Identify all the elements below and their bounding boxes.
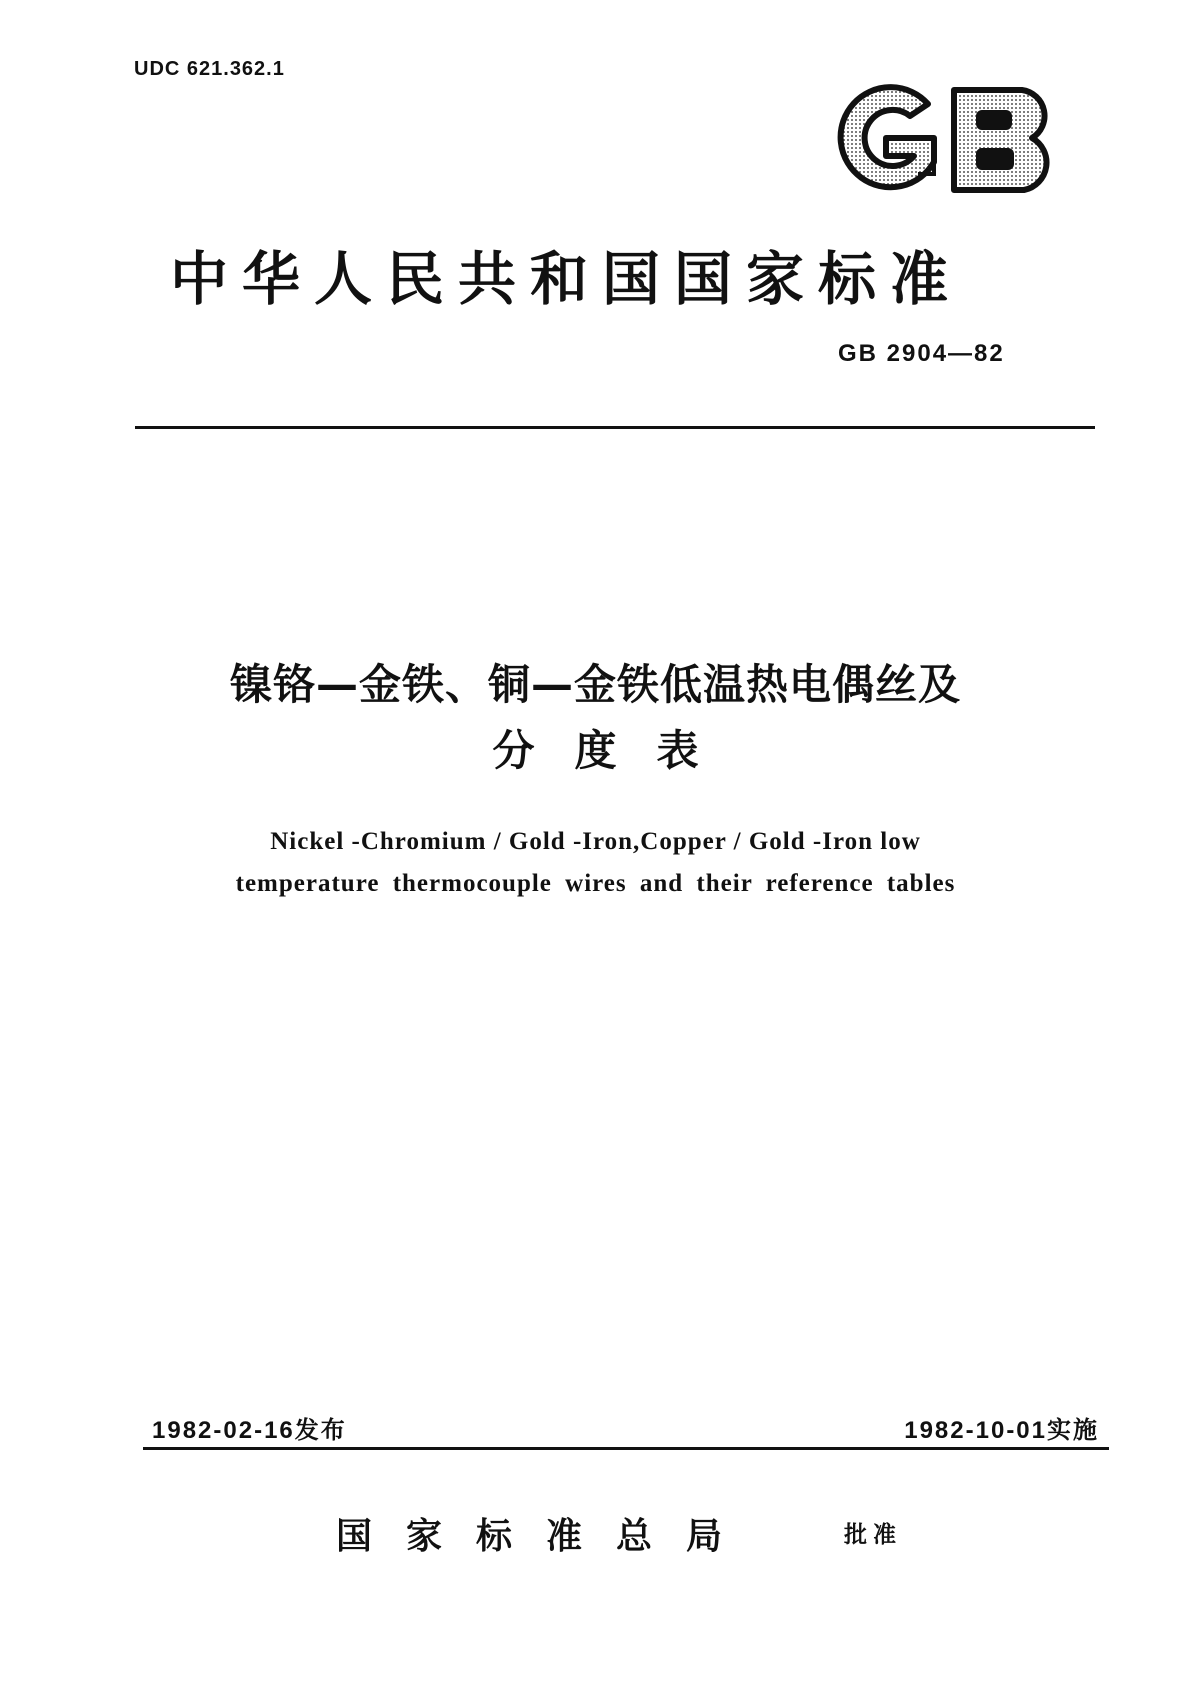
- udc-code: UDC 621.362.1: [134, 58, 285, 80]
- implementation-date: 1982-10-01实施: [904, 1417, 1099, 1444]
- header-divider: [135, 426, 1095, 429]
- gb-logo: [826, 82, 1058, 198]
- title-en-line1: Nickel -Chromium / Gold -Iron,Copper / Gold -Iron low: [270, 828, 921, 855]
- issue-date: 1982-02-16发布: [152, 1417, 347, 1444]
- approved-label: 批准: [844, 1522, 902, 1548]
- title-en-line2: temperature thermocouple wires and their reference tables: [235, 870, 956, 897]
- standard-number: GB 2904—82: [838, 340, 1005, 367]
- national-standard-heading: 中华人民共和国国家标准: [170, 245, 963, 313]
- title-zh-line2: 分度表: [492, 726, 739, 775]
- title-zh-line1: 镍铬—金铁、铜—金铁低温热电偶丝及: [229, 660, 961, 709]
- approving-authority: 国家标准总局: [336, 1516, 757, 1557]
- footer-divider: [143, 1447, 1109, 1450]
